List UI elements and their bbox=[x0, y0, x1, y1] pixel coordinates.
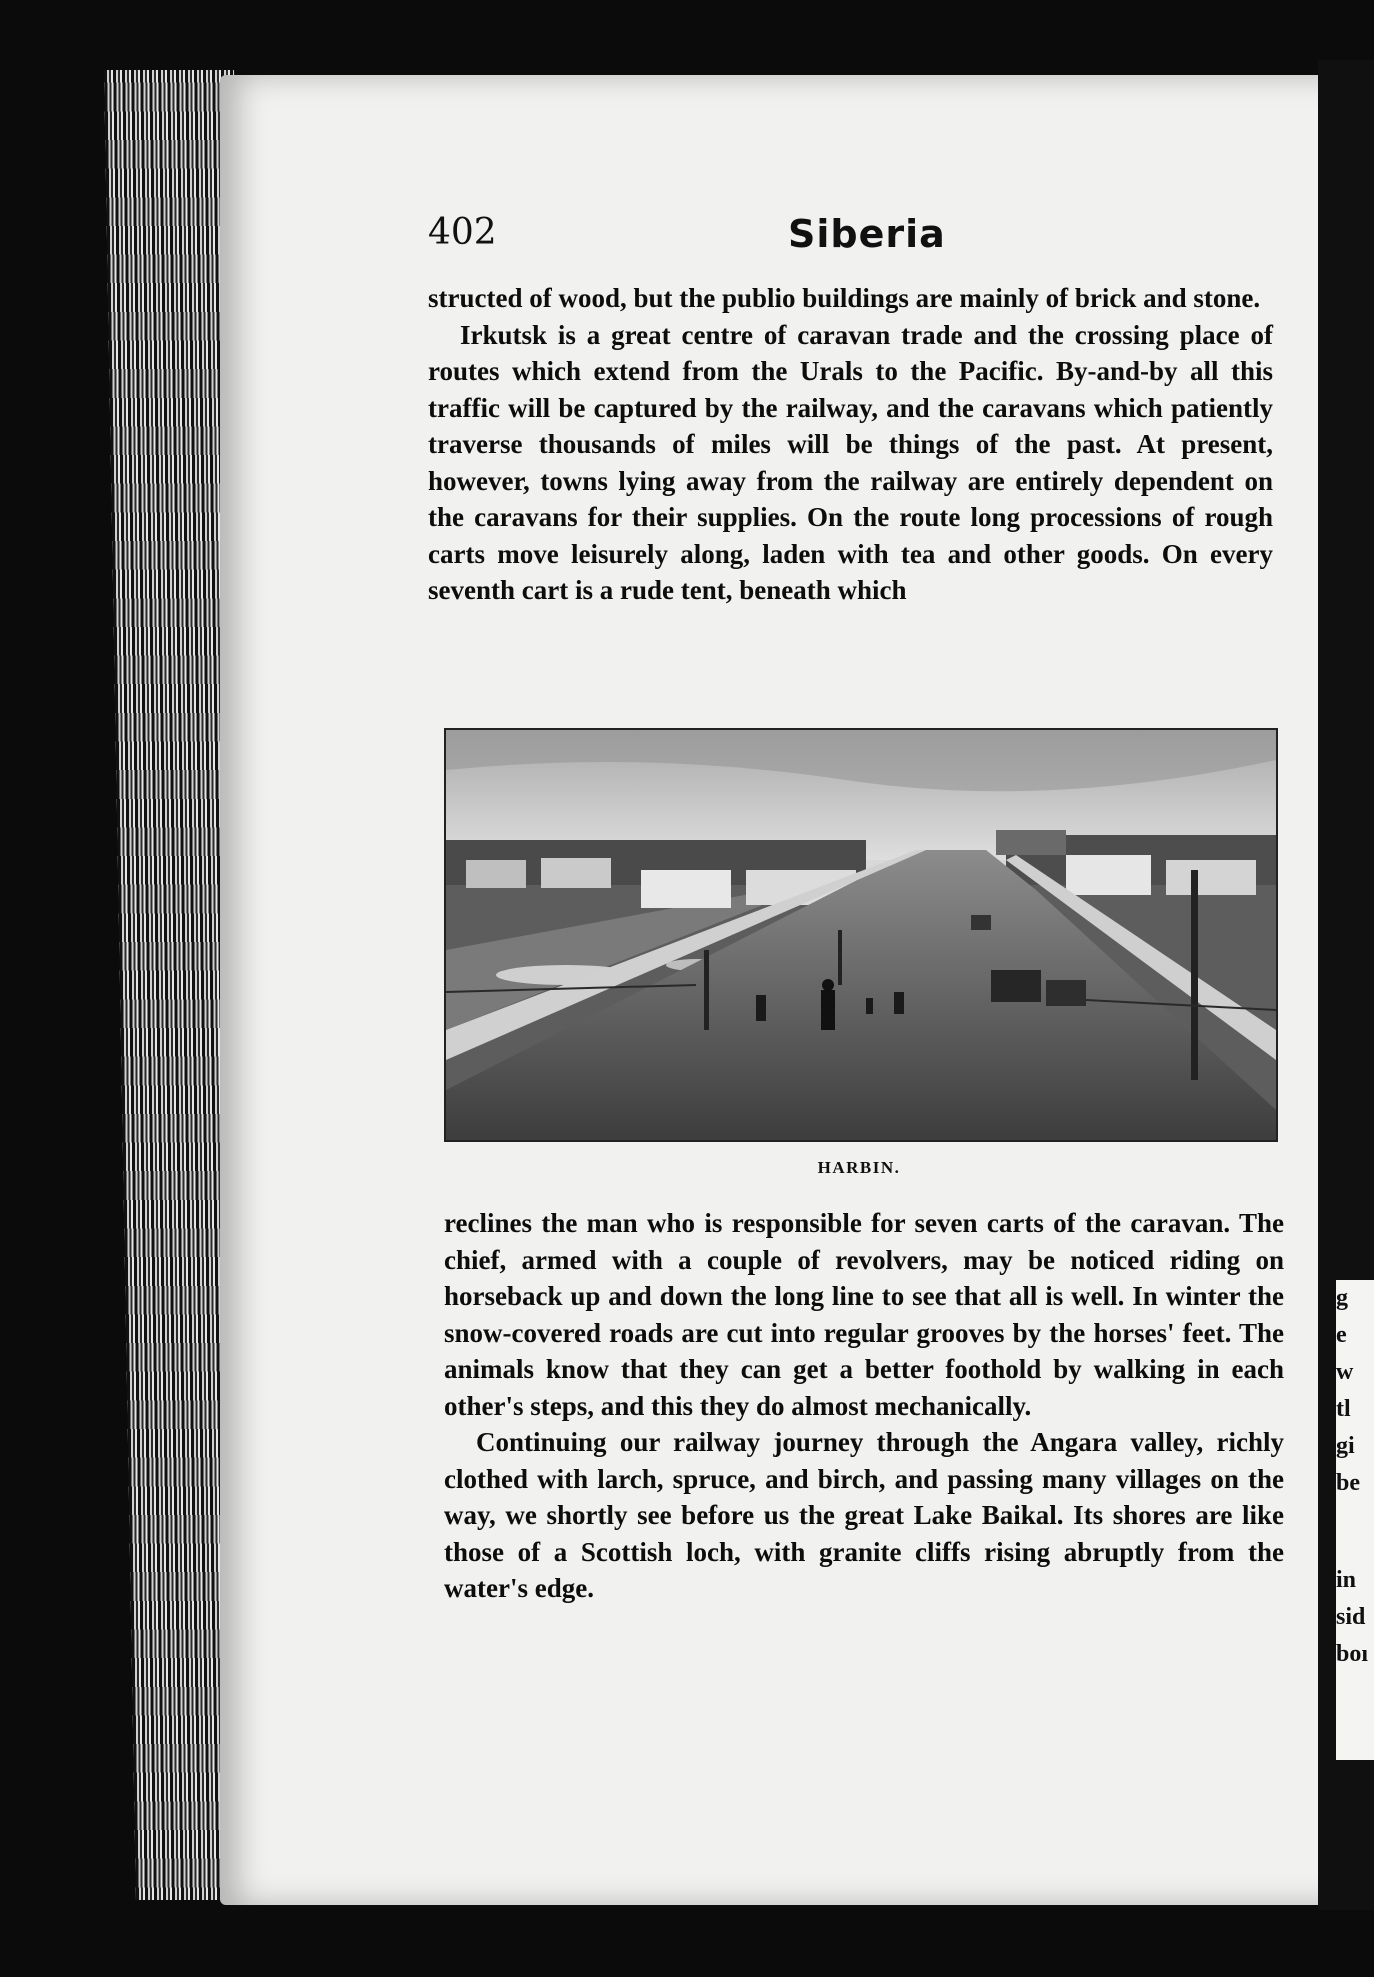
page-header bbox=[428, 212, 1268, 272]
paragraph: structed of wood, but the publio buildings are mainly of brick and stone. bbox=[428, 283, 1261, 313]
next-page-fragment bbox=[1336, 1280, 1374, 1760]
next-page-text: sid bbox=[1336, 1604, 1366, 1630]
street-scene-image bbox=[446, 730, 1276, 1140]
body-text-top bbox=[428, 280, 1273, 609]
next-page-text: e bbox=[1336, 1322, 1347, 1348]
page-number: 402 bbox=[428, 212, 497, 253]
paragraph: Continuing our railway journey through the Angara valley, richly clothed with larch, spruce, and birch, and passing many villages on the way, we shortly see before us the great Lake Baikal. Its shores are like those of a Scottish loch, with granite cliffs rising abruptly from the water's edge. bbox=[444, 1427, 1284, 1603]
paragraph: Irkutsk is a great centre of caravan trade and the crossing place of routes which extend from the Urals to the Pacific. By-and-by all this traffic will be captured by the railway, and the caravans which patiently traverse thousands of miles will be things of the past. At present, however, towns lying away from the railway are entirely dependent on the caravans for their supplies. On the route long processions of rough carts move leisurely along, laden with tea and other goods. On every seventh cart is a rude tent, beneath which bbox=[428, 319, 1273, 605]
paragraph: reclines the man who is responsible for seven carts of the caravan. The chief, armed with a couple of revolvers, may be noticed riding on horseback up and down the long line to see that all is well. In winter the snow-covered roads are cut into regular grooves by the horses' feet. The animals know that they can get a better foothold by walking in each other's steps, and this they do almost mechanically. bbox=[444, 1208, 1284, 1421]
running-title: Siberia bbox=[788, 212, 946, 256]
next-page-text: be bbox=[1336, 1470, 1360, 1496]
next-page-text: boı bbox=[1336, 1641, 1369, 1667]
harbin-illustration bbox=[444, 728, 1278, 1142]
next-page-text: gi bbox=[1336, 1433, 1355, 1459]
next-page-text: w bbox=[1336, 1359, 1354, 1385]
next-page-text: tl bbox=[1336, 1396, 1351, 1422]
illustration-caption: HARBIN. bbox=[817, 1158, 901, 1177]
next-page-text: g bbox=[1336, 1285, 1348, 1311]
next-page-text: in bbox=[1336, 1567, 1357, 1593]
body-text-bottom bbox=[444, 1205, 1284, 1607]
